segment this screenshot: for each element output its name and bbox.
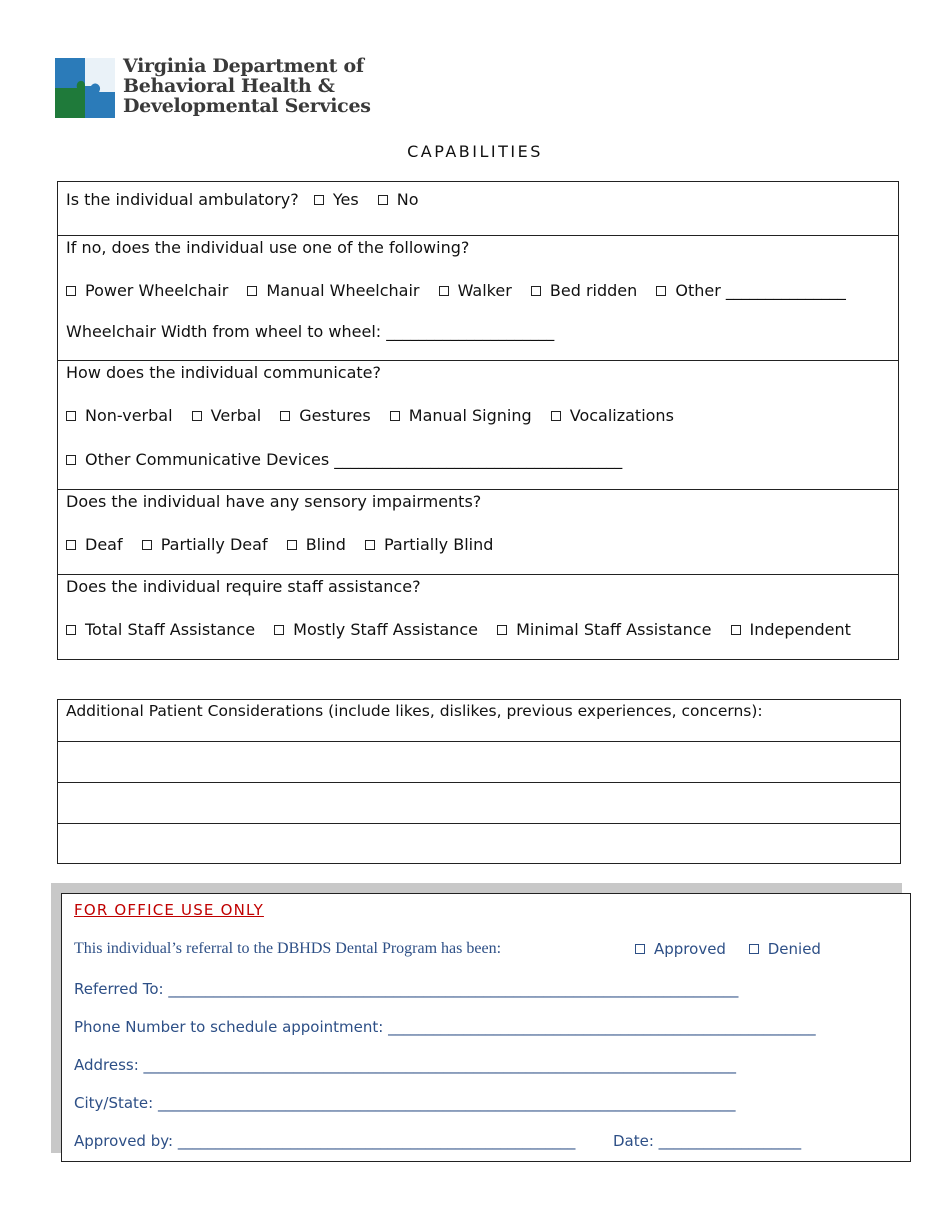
option-label: Vocalizations	[569, 406, 674, 425]
sensory-question: Does the individual have any sensory impairments?	[66, 492, 482, 511]
option-label: Walker	[457, 281, 512, 300]
option-label: Blind	[305, 535, 346, 554]
dbhds-logo	[55, 56, 375, 120]
yes-checkbox[interactable]	[314, 195, 324, 205]
option-label: Verbal	[210, 406, 262, 425]
option-label: Deaf	[85, 535, 123, 554]
ambulatory-question: Is the individual ambulatory?	[66, 190, 299, 209]
option-label: Gestures	[299, 406, 371, 425]
denied-checkbox[interactable]	[749, 944, 759, 954]
other-devices-checkbox[interactable]	[66, 455, 76, 465]
considerations-label: Additional Patient Considerations (include likes, dislikes, previous experiences, concerns):	[66, 702, 763, 720]
total-assistance-checkbox[interactable]	[66, 625, 76, 635]
additional-considerations-table	[57, 699, 901, 864]
gestures-checkbox[interactable]	[280, 411, 290, 421]
assistance-question: Does the individual require staff assistance?	[66, 577, 421, 596]
denied-label: Denied	[767, 940, 821, 958]
sensory-options	[66, 535, 493, 554]
blind-checkbox[interactable]	[287, 540, 297, 550]
address-field[interactable]: Address: _______________________________________________________________________________	[74, 1056, 737, 1074]
deaf-checkbox[interactable]	[66, 540, 76, 550]
option-label: Mostly Staff Assistance	[293, 620, 478, 639]
mobility-row	[58, 235, 898, 360]
puzzle-logo-icon	[55, 58, 115, 118]
option-label: Partially Blind	[383, 535, 494, 554]
no-label: No	[396, 190, 419, 209]
power-wheelchair-checkbox[interactable]	[66, 286, 76, 296]
assistance-options	[66, 620, 851, 639]
office-use-title: FOR OFFICE USE ONLY	[74, 901, 264, 919]
option-label: Bed ridden	[549, 281, 638, 300]
sensory-row	[58, 489, 898, 574]
logo-line: Developmental Services	[123, 95, 371, 117]
mobility-options	[66, 281, 846, 300]
partially-blind-checkbox[interactable]	[365, 540, 375, 550]
assistance-row	[58, 574, 898, 659]
no-checkbox[interactable]	[378, 195, 388, 205]
logo-line: Virginia Department of	[123, 55, 364, 77]
option-label: Minimal Staff Assistance	[516, 620, 712, 639]
date-field[interactable]: Date: ___________________	[613, 1132, 802, 1150]
option-label: Manual Wheelchair	[266, 281, 420, 300]
logo-line: Behavioral Health &	[123, 75, 335, 97]
yes-label: Yes	[332, 190, 359, 209]
city-state-field[interactable]: City/State: _____________________________________________________________________________	[74, 1094, 736, 1112]
logo-text	[123, 56, 371, 116]
other-devices-field[interactable]: Other Communicative Devices ____________________________________	[85, 450, 623, 469]
considerations-header-row	[58, 700, 900, 741]
option-label: Non-verbal	[85, 406, 173, 425]
approved-checkbox[interactable]	[635, 944, 645, 954]
approved-by-field[interactable]: Approved by: _____________________________________________________	[74, 1132, 576, 1150]
partially-deaf-checkbox[interactable]	[142, 540, 152, 550]
capabilities-table	[57, 181, 899, 660]
mobility-question: If no, does the individual use one of the following?	[66, 238, 470, 257]
considerations-input-row[interactable]	[58, 741, 900, 782]
mostly-assistance-checkbox[interactable]	[274, 625, 284, 635]
communication-options	[66, 406, 674, 425]
ambulatory-row	[58, 182, 898, 235]
option-label: Total Staff Assistance	[85, 620, 256, 639]
wheelchair-width-field[interactable]: Wheelchair Width from wheel to wheel: _____________________	[66, 322, 555, 341]
page-title: CAPABILITIES	[407, 142, 543, 161]
other-mobility-field[interactable]: Other _______________	[675, 281, 846, 300]
communication-question: How does the individual communicate?	[66, 363, 381, 382]
minimal-assistance-checkbox[interactable]	[497, 625, 507, 635]
option-label: Power Wheelchair	[85, 281, 229, 300]
communication-row	[58, 360, 898, 489]
referred-to-field[interactable]: Referred To: ____________________________________________________________________________	[74, 980, 739, 998]
option-label: Partially Deaf	[160, 535, 268, 554]
phone-number-field[interactable]: Phone Number to schedule appointment: _________________________________________________________	[74, 1018, 816, 1036]
manual-wheelchair-checkbox[interactable]	[247, 286, 257, 296]
option-label: Manual Signing	[408, 406, 532, 425]
bed-ridden-checkbox[interactable]	[531, 286, 541, 296]
vocalizations-checkbox[interactable]	[551, 411, 561, 421]
considerations-input-row[interactable]	[58, 823, 900, 863]
approved-label: Approved	[654, 940, 726, 958]
non-verbal-checkbox[interactable]	[66, 411, 76, 421]
verbal-checkbox[interactable]	[192, 411, 202, 421]
referral-statement: This individual’s referral to the DBHDS Dental Program has been:	[74, 940, 502, 957]
walker-checkbox[interactable]	[439, 286, 449, 296]
considerations-input-row[interactable]	[58, 782, 900, 823]
other-mobility-checkbox[interactable]	[656, 286, 666, 296]
manual-signing-checkbox[interactable]	[390, 411, 400, 421]
referral-decision	[635, 940, 821, 958]
option-label: Independent	[749, 620, 851, 639]
office-use-box	[61, 893, 911, 1162]
independent-checkbox[interactable]	[731, 625, 741, 635]
